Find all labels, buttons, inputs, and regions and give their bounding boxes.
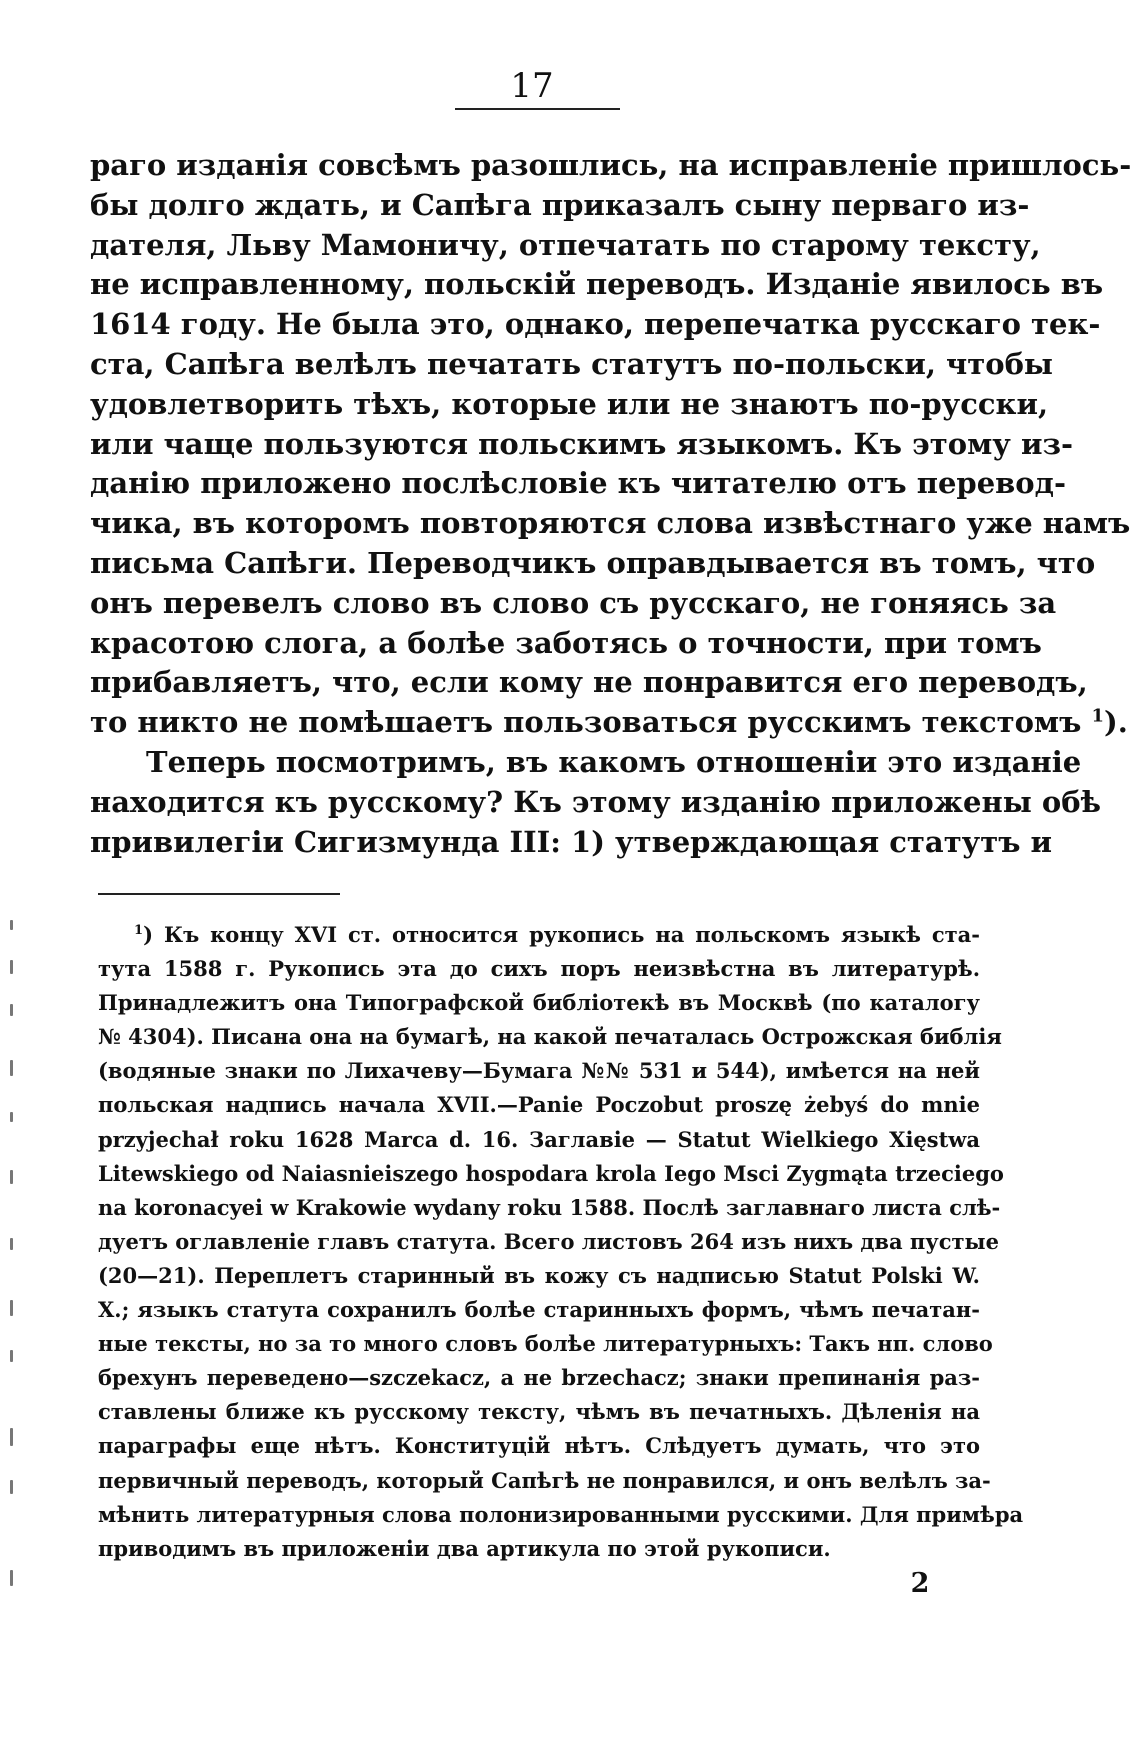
footnote-reference: 1: [1091, 705, 1104, 727]
footnote-line: ставлены ближе къ русскому тексту, чѣмъ въ печатныхъ. Дѣленія на: [98, 1399, 980, 1425]
footnote-line-text: ) Къ концу XVI ст. относится рукопись на польскомъ языкѣ ста-: [143, 922, 980, 947]
text-line: ста, Сапѣга велѣлъ печатать статутъ по-польски, чтобы: [90, 346, 1054, 381]
text-line: находится къ русскому? Къ этому изданію приложены обѣ: [90, 784, 1101, 819]
text-line-ending: ).: [1104, 705, 1128, 740]
text-line: раго изданія совсѣмъ разошлись, на исправленіе пришлось-: [90, 148, 1132, 182]
footnote-line: дуетъ оглавленіе главъ статута. Всего листовъ 264 изъ нихъ два пустые: [98, 1228, 999, 1254]
footnote-line: № 4304). Писана она на бумагѣ, на какой печаталась Острожская библія: [98, 1024, 1002, 1050]
footnote-marker: 1: [134, 923, 144, 938]
text-line: или чаще пользуются польскимъ языкомъ. Къ этому из-: [90, 426, 1074, 461]
text-line-content: то никто не помѣшаетъ пользоваться русскимъ текстомъ: [90, 705, 1082, 740]
footnote-line: Принадлежитъ она Типографской библіотекѣ въ Москвѣ (по каталогу: [98, 990, 980, 1016]
text-line-with-footnote-ref: [90, 703, 1128, 743]
text-line: удовлетворить тѣхъ, которые или не знаютъ по-русски,: [90, 386, 1049, 421]
margin-scan-specks: [6, 880, 24, 1600]
text-line: не исправленному, польскій переводъ. Изданіе явилось въ: [90, 267, 1104, 302]
footnote-line: мѣнить литературныя слова полонизированными русскими. Для примѣра: [98, 1501, 1024, 1527]
footnote-line: параграфы еще нѣтъ. Конституцій нѣтъ. Слѣдуетъ думать, что это: [98, 1433, 980, 1459]
footnote-line: Litewskiego od Naiasnieiszego hospodara krola Iego Msci Zygmąta trzeciego: [98, 1160, 1004, 1186]
footnote-line: первичный переводъ, который Сапѣгѣ не понравился, и онъ велѣлъ за-: [98, 1467, 991, 1493]
footnote-block: [98, 918, 1024, 1566]
footnote-line: przyjechał roku 1628 Marca d. 16. Заглавіе — Statut Wielkiego Xięstwa: [98, 1126, 980, 1152]
footnote-line: (водяные знаки по Лихачеву—Бумага №№ 531 и 544), имѣется на ней: [98, 1058, 980, 1084]
text-line: красотою слога, а болѣе заботясь о точности, при томъ: [90, 625, 1042, 660]
text-line: данію приложено послѣсловіе къ читателю отъ перевод-: [90, 466, 1067, 501]
text-line: привилегіи Сигизмунда III: 1) утверждающая статутъ и: [90, 824, 1053, 859]
signature-mark: 2: [910, 1568, 930, 1599]
footnote-line: брехунъ переведено—szczekacz, а не brzechacz; знаки препинанія раз-: [98, 1365, 980, 1391]
footnote-line: na koronacyei w Krakowie wydany roku 1588. Послѣ заглавнаго листа слѣ-: [98, 1194, 1001, 1220]
text-line: чика, въ которомъ повторяются слова извѣстнаго уже намъ: [90, 506, 1131, 541]
footnote-line: X.; языкъ статута сохранилъ болѣе старинныхъ формъ, чѣмъ печатан-: [98, 1297, 980, 1323]
footnote-separator: [98, 893, 340, 895]
page-number-rule: [455, 108, 620, 110]
paragraph-start-line: Теперь посмотримъ, въ какомъ отношеніи это изданіе: [146, 744, 1082, 779]
text-line: онъ перевелъ слово въ слово съ русскаго, не гоняясь за: [90, 585, 1057, 620]
footnote-line: [98, 918, 980, 952]
text-line: прибавляетъ, что, если кому не понравится его переводъ,: [90, 665, 1088, 700]
page-number: 17: [510, 66, 554, 106]
text-line: дателя, Льву Мамоничу, отпечатать по старому тексту,: [90, 227, 1041, 262]
footnote-line: тута 1588 г. Рукопись эта до сихъ поръ неизвѣстна въ литературѣ.: [98, 956, 980, 982]
footnote-line: приводимъ въ приложеніи два артикула по этой рукописи.: [98, 1535, 831, 1561]
footnote-line: ные тексты, но за то много словъ болѣе литературныхъ: Такъ нп. слово: [98, 1331, 993, 1357]
main-text: [90, 146, 1132, 862]
text-line: 1614 году. Не была это, однако, перепечатка русскаго тек-: [90, 307, 1101, 342]
text-line: письма Сапѣги. Переводчикъ оправдывается въ томъ, что: [90, 545, 1096, 580]
footnote-line: польская надпись начала XVII.—Panie Poczobut proszę żebyś do mnie: [98, 1092, 980, 1118]
text-line: бы долго ждать, и Сапѣга приказалъ сыну перваго из-: [90, 187, 1030, 222]
footnote-line: (20—21). Переплетъ старинный въ кожу съ надписью Statut Polski W.: [98, 1262, 980, 1288]
